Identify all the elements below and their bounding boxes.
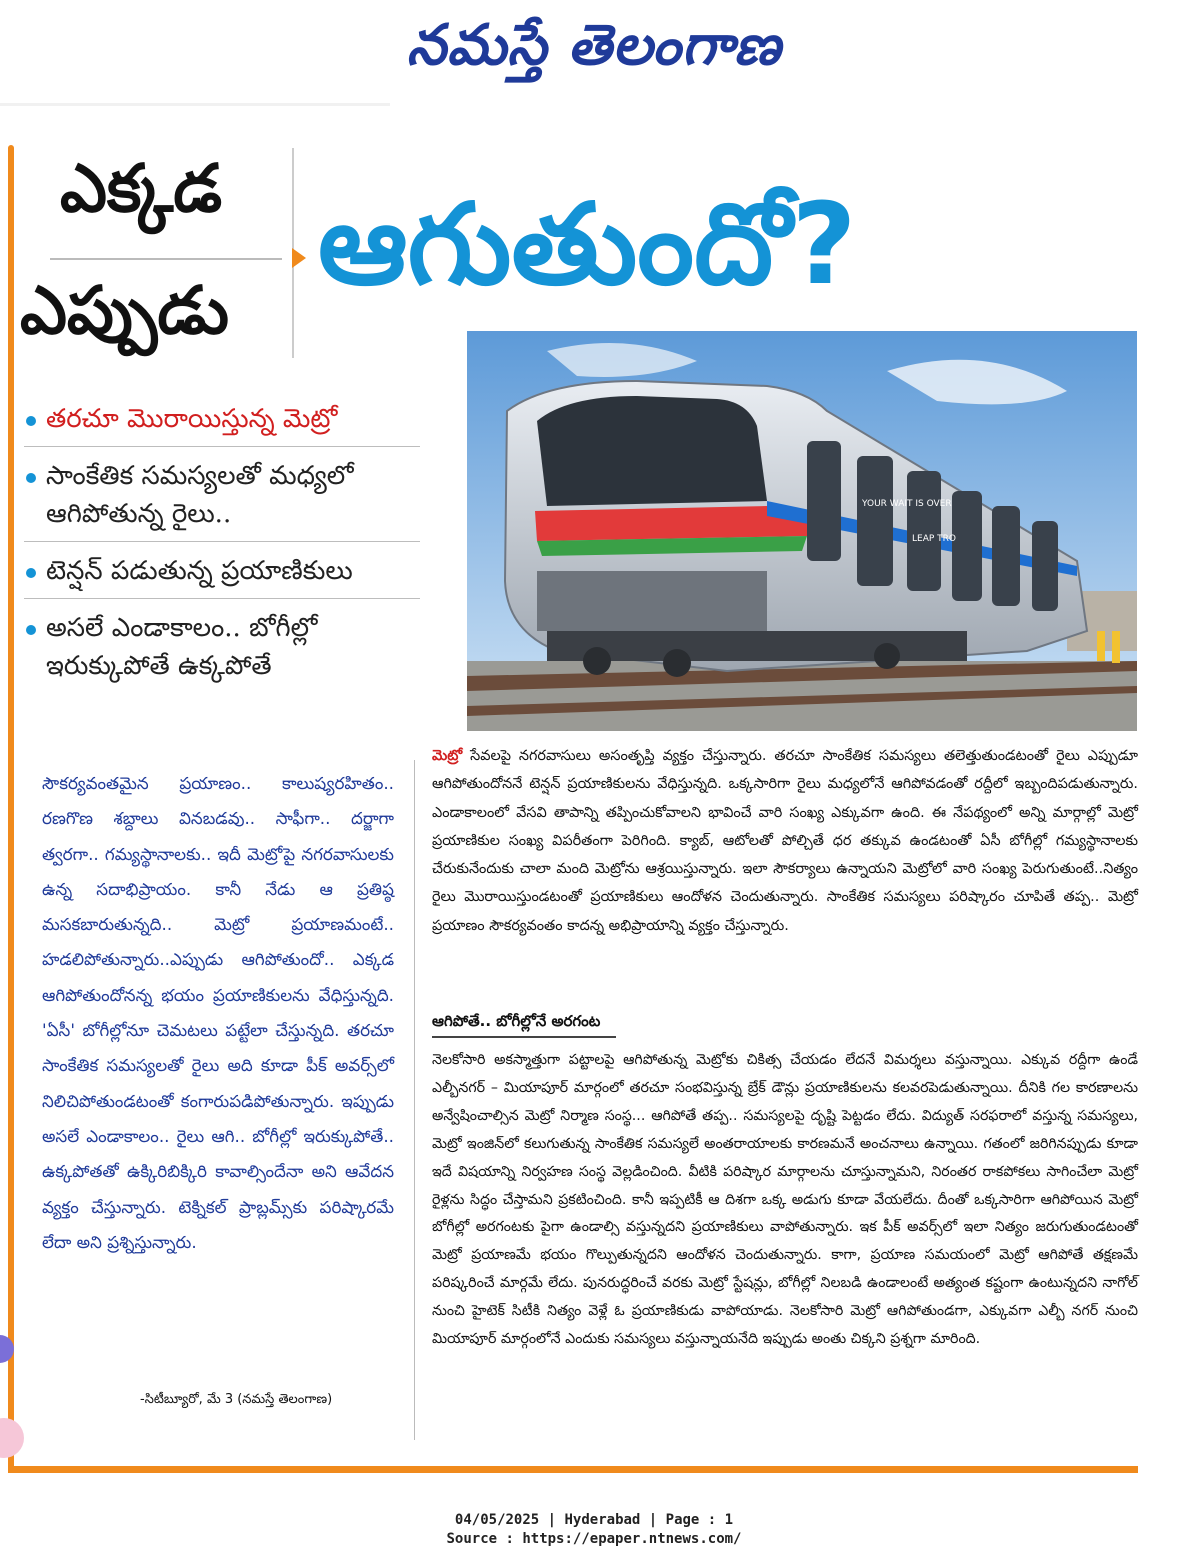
masthead xyxy=(0,0,1188,105)
footer-source-link[interactable]: Source : https://epaper.ntnews.com/ xyxy=(446,1531,742,1547)
article-subhead-text: ఆగిపోతే.. బోగీల్లోనే అరగంట xyxy=(432,1010,616,1038)
highlight-item: తరచూ మొరాయిస్తున్న మెట్రో xyxy=(24,400,420,447)
metro-train-illustration xyxy=(467,331,1137,731)
metro-train-photo xyxy=(467,331,1137,731)
train-advert-text: YOUR WAIT IS OVER xyxy=(862,499,952,509)
byline-credit: -సిటీబ్యూరో, మే 3 (నమస్తే తెలంగాణ) xyxy=(140,1392,333,1407)
article-paragraph-1-text: సేవలపై నగరవాసులు అసంతృప్తి వ్యక్తం చేస్తున్నారు. తరచూ సాంకేతిక సమస్యలు తలెత్తుతుండటంతో రైలు ఎప్పుడూ ఆగిపోతుందోననే టెన్షన్ ప్రయాణికులను వేధిస్తున్నది. ఒక్కసారిగా రైలు మధ్యలోనే ఆగిపోవడంతో రద్దీలో ఇబ్బందిపడుతున్నారు. ఎండాకాలంలో వేసవి తాపాన్ని తప్పించుకోవాలని భావించే వారి సంఖ్య ఎక్కువగా ఉంది. ఈ నేపథ్యంలో అన్ని మార్గాల్లో మెట్రో ప్రయాణికుల సంఖ్య విపరీతంగా పెరిగింది. క్యాబ్, ఆటోలతో పోల్చితే ధర తక్కువ ఉండటంతో ఏసీ బోగీల్లో గమ్యస్థానాలకు చేరుకునేందుకు చాలా మంది మెట్రోను ఆశ్రయిస్తున్నారు. ఇలా సౌకర్యాలు ఉన్నాయని మెట్రోలో వారి సంఖ్య పెరుగుతుంటే..నిత్యం రైలు మొరాయిస్తుండటంతో ప్రయాణికులు ఆందోళన చెందుతున్నారు. సాంకేతిక సమస్యలు పరిష్కారం చూపితే తప్ప.. మెట్రో ప్రయాణం సౌకర్యవంతం కాదన్న అభిప్రాయాన్ని వ్యక్తం చేస్తున్నారు. xyxy=(432,748,1138,934)
train-advert-text: LEAP TRO xyxy=(912,534,956,544)
headline-line1: ఎక్కడ xyxy=(60,149,223,227)
highlight-item: అసలే ఎండాకాలం.. బోగీల్లో ఇరుక్కుపోతే ఉక్కపోతే xyxy=(24,609,420,693)
article-subhead xyxy=(432,1010,1138,1038)
headline-main: ఆగుతుందో? xyxy=(318,180,857,310)
arrow-icon xyxy=(292,248,306,268)
article-paragraph-1 xyxy=(432,742,1138,940)
highlight-item: టెన్షన్ పడుతున్న ప్రయాణికులు xyxy=(24,552,420,599)
article-lead-word: మెట్రో xyxy=(432,748,463,764)
headline-line2: ఎప్పుడు xyxy=(20,271,230,349)
masthead-title: నమస్తే తెలంగాణ xyxy=(406,12,782,78)
page-footer xyxy=(0,1511,1188,1549)
highlights-list xyxy=(24,400,420,703)
left-accent-bar xyxy=(8,145,14,1473)
column-divider xyxy=(414,760,415,1440)
bottom-accent-bar xyxy=(8,1466,1138,1473)
article-paragraph-2: నెలకోసారి అకస్మాత్తుగా పట్టాలపై ఆగిపోతున్న మెట్రోకు చికిత్స చేయడం లేదనే విమర్శలు వస్తున్నాయి. ఎక్కువ రద్దీగా ఉండే ఎల్బీనగర్ – మియాపూర్ మార్గంలో తరచూ సంభవిస్తున్న బ్రేక్ డౌన్లు ప్రయాణికులను కలవరపెడుతున్నాయి. దీనికి గల కారణాలను అన్వేషించాల్సిన మెట్రో నిర్మాణ సంస్థ... ఆగిపోతే తప్ప.. సమస్యలపై దృష్టి పెట్టడం లేదు. విద్యుత్ సరఫరాలో వస్తున్న సమస్యలు, మెట్రో ఇంజిన్‌లో కలుగుతున్న సాంకేతిక సమస్యలే అంతరాయాలకు కారణమనే అంచనాలు ఉన్నాయి. గతంలో జరిగినప్పుడు కూడా ఇదే విషయాన్ని నిర్వహణ సంస్థ వెల్లడించింది. వీటికి పరిష్కార మార్గాలను చూస్తున్నామని, నిరంతర రాకపోకలు సాగించేలా మెట్రో రైళ్లను సిద్ధం చేస్తామని ప్రకటించింది. కానీ ఇప్పటికీ ఆ దిశగా ఒక్క అడుగు కూడా వేయలేదు. దీంతో ఒక్కసారిగా ఆగిపోయిన మెట్రో బోగీల్లో అరగంటకు పైగా ఉండాల్సి వస్తున్నదని ప్రయాణికులు వాపోతున్నారు. ఇక పీక్ అవర్స్‌లో ఇలా నిత్యం జరుగుతుండటంతో మెట్రో ప్రయాణమే భయం గొల్పుతున్నదని ఆందోళన చెందుతున్నారు. కాగా, ప్రయాణ సమయంలో మెట్రో ఆగిపోతే తక్షణమే పరిష్కరించే మార్గమే లేదు. పునరుద్ధరించే వరకు మెట్రో స్టేషన్లు, బోగీల్లో నిలబడి ఉండాలంటే అత్యంత కష్టంగా ఉంటున్నదని నాగోల్ నుంచి హైటెక్ సిటీకి నిత్యం వెళ్లే ఓ ప్రయాణికుడు వాపోయాడు. నెలకోసారి మెట్రో ఆగిపోతుండగా, ఎక్కువగా ఎల్బీ నగర్ నుంచి మియాపూర్ మార్గంలోనే ఎందుకు సమస్యలు వస్తున్నాయనేది ఇప్పుడు అంతు చిక్కని ప్రశ్నగా మారింది. xyxy=(432,1052,1138,1348)
footer-date-line: 04/05/2025 | Hyderabad | Page : 1 xyxy=(454,1512,734,1528)
top-divider xyxy=(0,103,390,106)
intro-column: సౌకర్యవంతమైన ప్రయాణం.. కాలుష్యరహితం.. రణగొణ శబ్దాలు వినబడవు.. సాఫీగా.. దర్జాగా త్వరగా.. గమ్యస్థానాలకు.. ఇదీ మెట్రోపై నగరవాసులకు ఉన్న సదాభిప్రాయం. కానీ నేడు ఆ ప్రతిష్ఠ మసకబారుతున్నది.. మెట్రో ప్రయాణమంటే.. హడలిపోతున్నారు..ఎప్పుడు ఆగిపోతుందో.. ఎక్కడ ఆగిపోతుందోనన్న భయం ప్రయాణికులను వేధిస్తున్నది. 'ఏసీ' బోగీల్లోనూ చెమటలు పట్టేలా చేస్తున్నది. తరచూ సాంకేతిక సమస్యలతో రైలు అది కూడా పీక్ అవర్స్‌లో నిలిచిపోతుండటంతో కంగారుపడిపోతున్నారు. ఇప్పుడు అసలే ఎండాకాలం.. రైలు ఆగి.. బోగీల్లో ఇరుక్కుపోతే.. ఉక్కపోతతో ఉక్కిరిబిక్కిరి కావాల్సిందేనా అని ఆవేదన వ్యక్తం చేస్తున్నారు. టెక్నికల్ ప్రాబ్లమ్స్‌కు పరిష్కారమే లేదా అని ప్రశ్నిస్తున్నారు. xyxy=(42,773,394,1252)
highlight-item: సాంకేతిక సమస్యలతో మధ్యలో ఆగిపోతున్న రైలు.. xyxy=(24,457,420,542)
decorative-dot xyxy=(0,1418,24,1458)
headline-divider xyxy=(50,258,282,260)
